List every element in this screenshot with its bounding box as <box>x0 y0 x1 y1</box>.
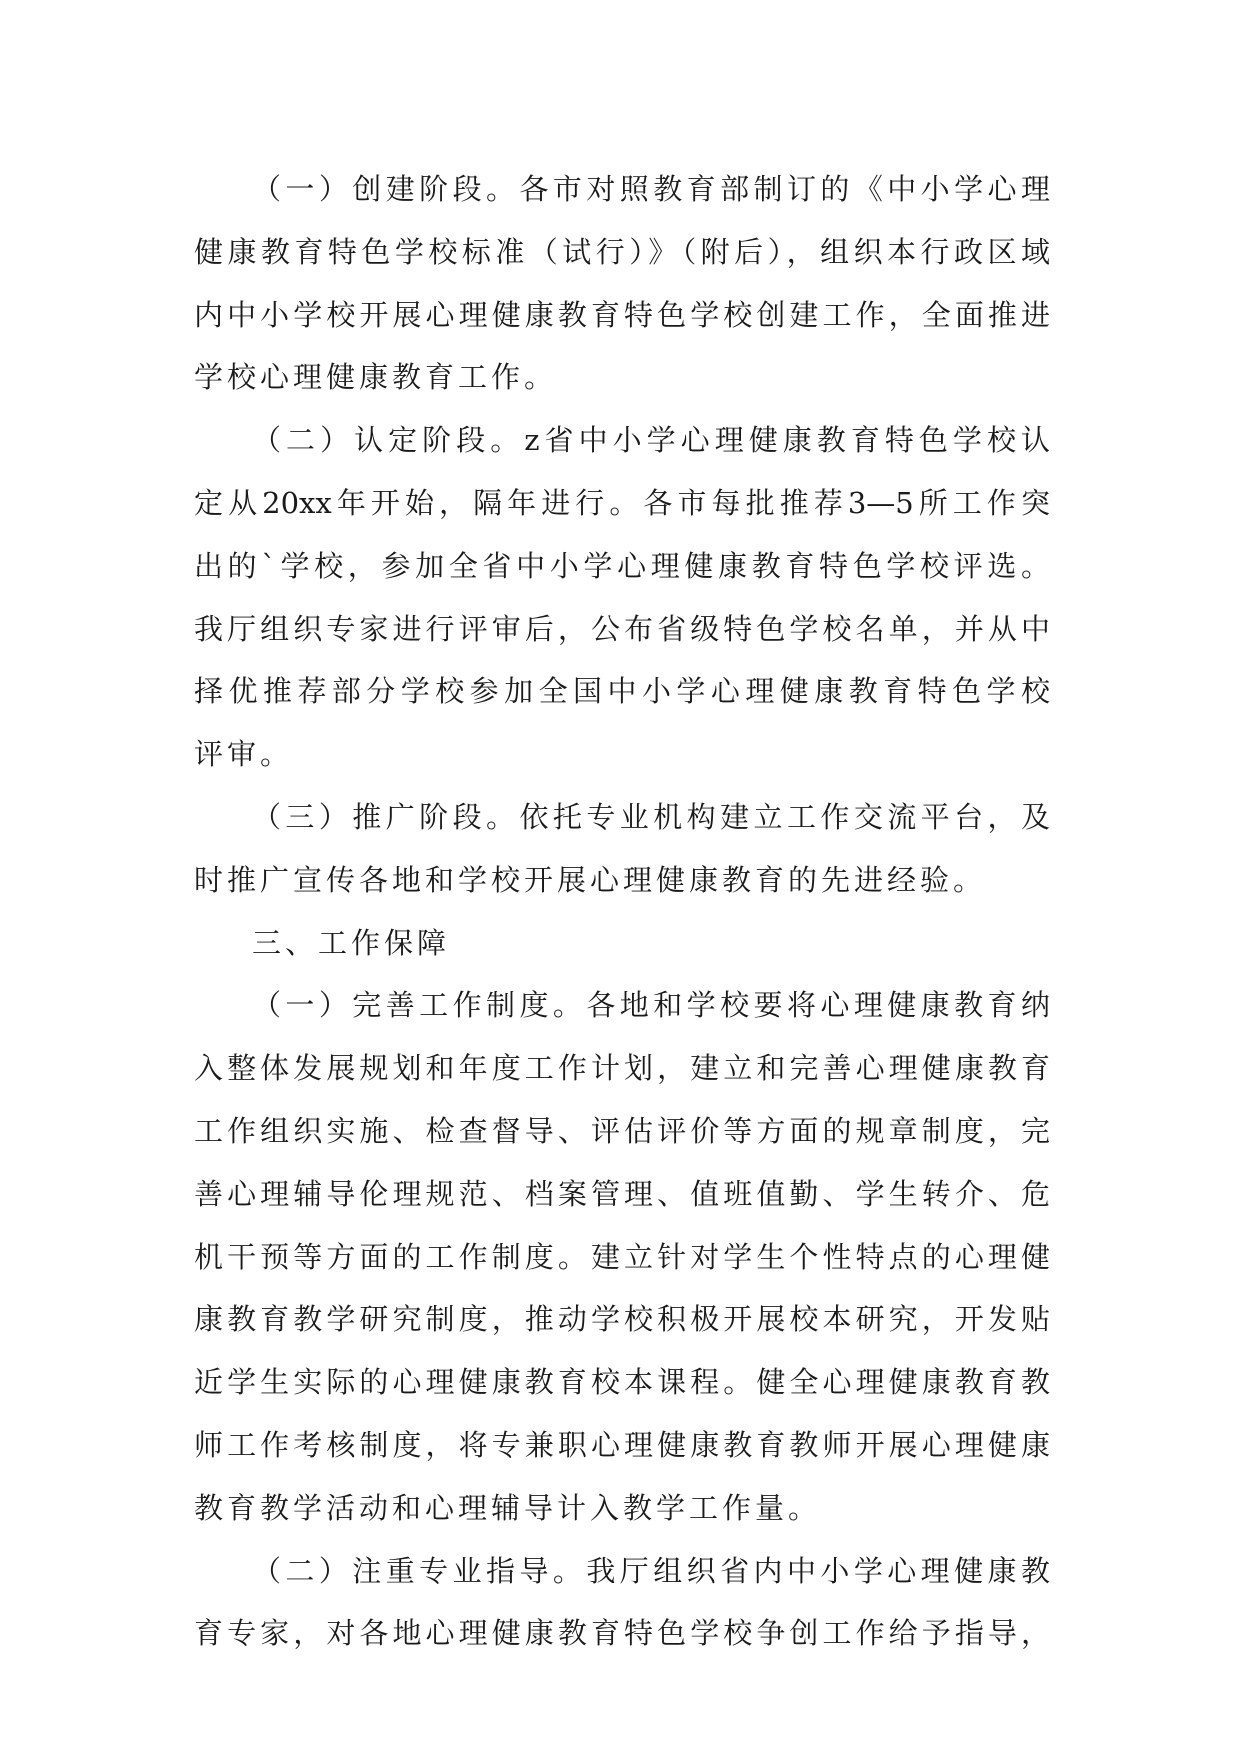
text-line: 入整体发展规划和年度工作计划，建立和完善心理健康教育 <box>194 1051 1050 1086</box>
text-line: 内中小学校开展心理健康教育特色学校创建工作，全面推进 <box>194 297 1050 332</box>
text-line: 教育教学活动和心理辅导计入教学工作量。 <box>194 1490 822 1525</box>
section-heading: 三、工作保障 <box>252 925 451 960</box>
text-line: 定从20xx年开始，隔年进行。各市每批推荐3—5所工作突 <box>194 485 1050 520</box>
text-line: 评审。 <box>194 737 294 772</box>
text-line: 善心理辅导伦理规范、档案管理、值班值勤、学生转介、危 <box>194 1176 1050 1211</box>
text-line: 出的`学校，参加全省中小学心理健康教育特色学校评选。 <box>194 548 1050 583</box>
text-line: （一）完善工作制度。各地和学校要将心理健康教育纳 <box>252 988 1050 1023</box>
text-line: 近学生实际的心理健康教育校本课程。健全心理健康教育教 <box>194 1365 1050 1400</box>
text-line: 康教育教学研究制度，推动学校积极开展校本研究，开发贴 <box>194 1302 1050 1337</box>
text-line: （二）认定阶段。z省中小学心理健康教育特色学校认 <box>252 423 1050 458</box>
text-line: 师工作考核制度，将专兼职心理健康教育教师开展心理健康 <box>194 1427 1050 1462</box>
text-line: 我厅组织专家进行评审后，公布省级特色学校名单，并从中 <box>194 611 1050 646</box>
text-line: 择优推荐部分学校参加全国中小学心理健康教育特色学校 <box>194 674 1050 709</box>
text-line: 工作组织实施、检查督导、评估评价等方面的规章制度，完 <box>194 1113 1050 1148</box>
text-line: （二）注重专业指导。我厅组织省内中小学心理健康教 <box>252 1553 1050 1588</box>
text-line: （三）推广阶段。依托专业机构建立工作交流平台，及 <box>252 799 1050 834</box>
text-line: 健康教育特色学校标准（试行）》（附后），组织本行政区域 <box>194 234 1050 269</box>
text-line: （一）创建阶段。各市对照教育部制订的《中小学心理 <box>252 172 1050 206</box>
document-body <box>194 158 1050 1665</box>
text-line: 学校心理健康教育工作。 <box>194 360 558 395</box>
text-line: 时推广宣传各地和学校开展心理健康教育的先进经验。 <box>194 862 987 897</box>
text-line: 育专家，对各地心理健康教育特色学校争创工作给予指导， <box>194 1616 1050 1651</box>
text-line: 机干预等方面的工作制度。建立针对学生个性特点的心理健 <box>194 1239 1050 1274</box>
